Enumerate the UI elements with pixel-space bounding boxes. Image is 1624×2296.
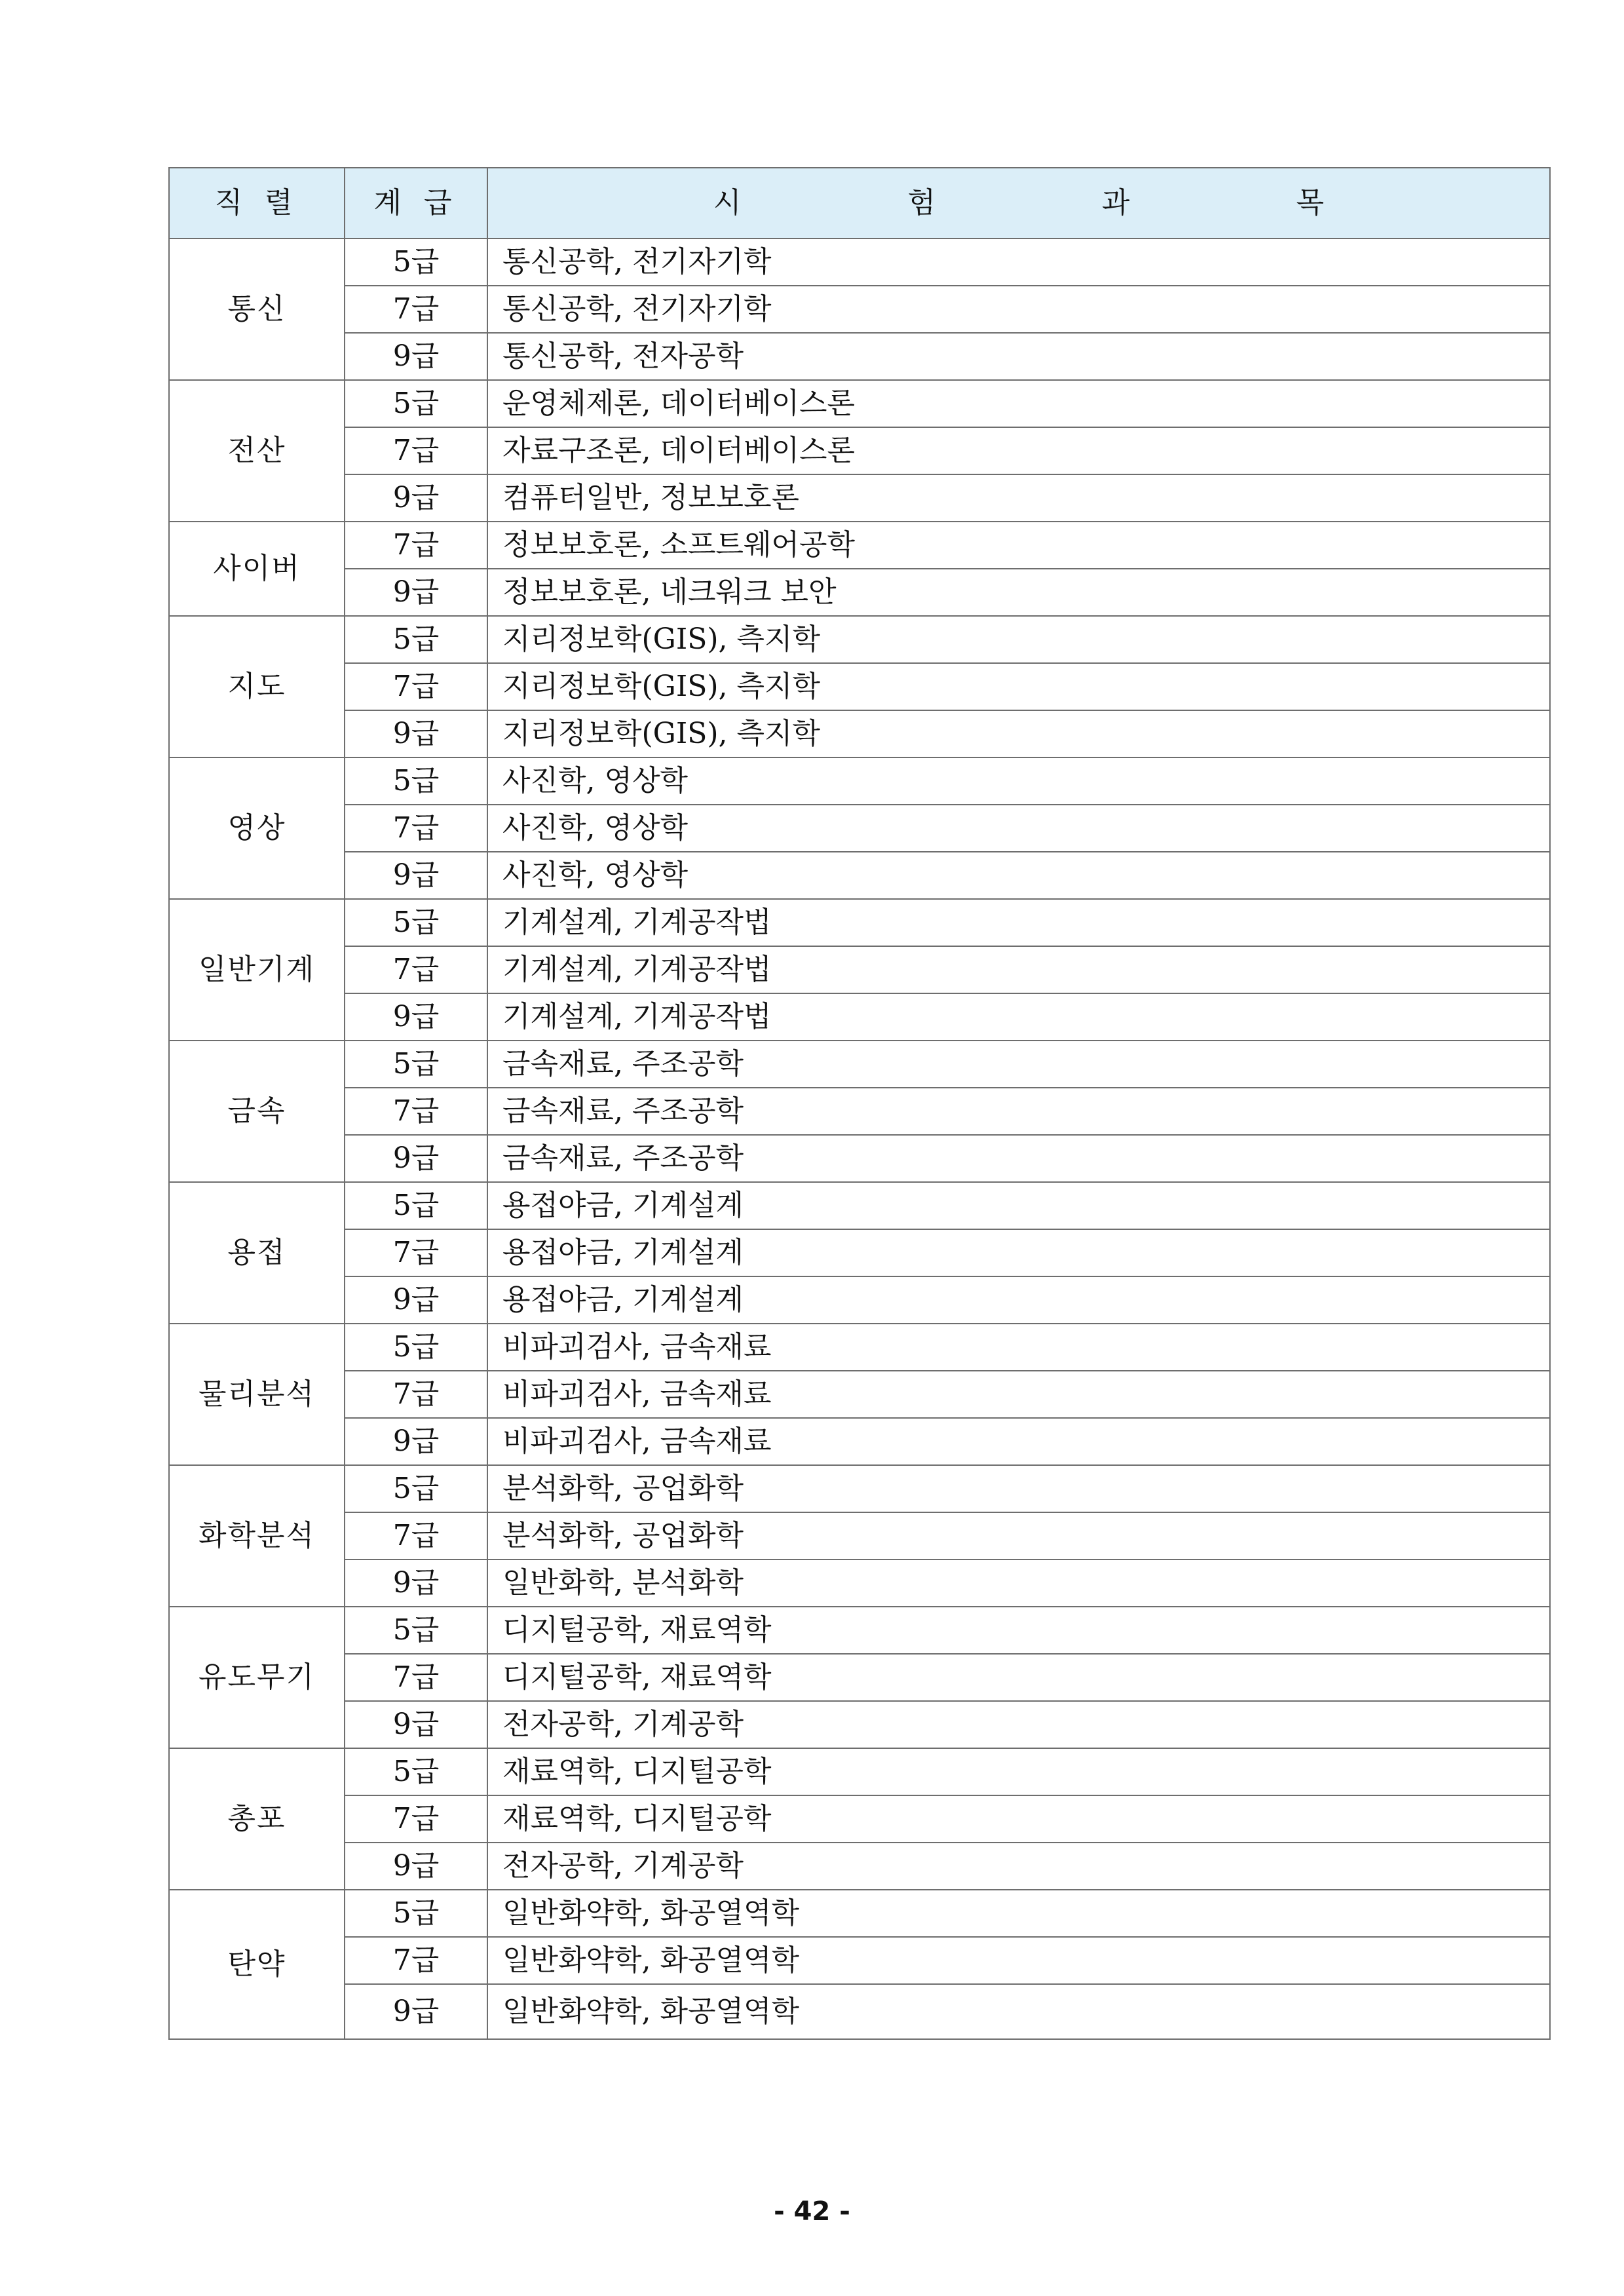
- table-header-row: [169, 168, 1550, 239]
- field-cell: 유도무기: [169, 1607, 345, 1748]
- grade-cell: 7급: [345, 427, 487, 474]
- grade-cell: 5급: [345, 239, 487, 286]
- table-row: [169, 946, 1550, 993]
- subject-cell: 비파괴검사, 금속재료: [487, 1418, 1550, 1465]
- subject-cell: 디지털공학, 재료역학: [487, 1607, 1550, 1654]
- field-cell: 통신: [169, 239, 345, 380]
- subject-cell: 통신공학, 전기자기학: [487, 286, 1550, 333]
- grade-cell: 7급: [345, 1654, 487, 1701]
- field-cell: 지도: [169, 616, 345, 757]
- table-row: [169, 1088, 1550, 1135]
- table-row: [169, 899, 1550, 946]
- grade-cell: 5급: [345, 1182, 487, 1229]
- table-row: [169, 1465, 1550, 1512]
- subject-cell: 비파괴검사, 금속재료: [487, 1371, 1550, 1418]
- subject-cell: 일반화약학, 화공열역학: [487, 1984, 1550, 2039]
- grade-cell: 5급: [345, 1890, 487, 1937]
- subject-cell: 사진학, 영상학: [487, 805, 1550, 852]
- subject-cell: 자료구조론, 데이터베이스론: [487, 427, 1550, 474]
- grade-cell: 9급: [345, 1135, 487, 1182]
- grade-cell: 7급: [345, 286, 487, 333]
- grade-cell: 7급: [345, 663, 487, 710]
- subject-cell: 기계설계, 기계공작법: [487, 993, 1550, 1041]
- subject-cell: 지리정보학(GIS), 측지학: [487, 663, 1550, 710]
- table-row: [169, 1229, 1550, 1276]
- field-cell: 일반기계: [169, 899, 345, 1041]
- table-row: [169, 286, 1550, 333]
- table-row: [169, 1041, 1550, 1088]
- grade-cell: 9급: [345, 1418, 487, 1465]
- subject-cell: 전자공학, 기계공학: [487, 1843, 1550, 1890]
- table-row: [169, 569, 1550, 616]
- table-body: [169, 239, 1550, 2039]
- page-number: - 42 -: [774, 2196, 850, 2227]
- table-row: [169, 1607, 1550, 1654]
- grade-cell: 5급: [345, 1607, 487, 1654]
- table-row: [169, 1371, 1550, 1418]
- field-cell: 용접: [169, 1182, 345, 1324]
- table-row: [169, 1276, 1550, 1324]
- subject-cell: 금속재료, 주조공학: [487, 1088, 1550, 1135]
- table-row: [169, 805, 1550, 852]
- table-row: [169, 427, 1550, 474]
- subject-cell: 일반화학, 분석화학: [487, 1559, 1550, 1607]
- grade-cell: 5급: [345, 616, 487, 663]
- table-row: [169, 1795, 1550, 1843]
- subject-cell: 통신공학, 전기자기학: [487, 239, 1550, 286]
- header-grade: 계 급: [345, 168, 487, 239]
- subject-cell: 기계설계, 기계공작법: [487, 899, 1550, 946]
- grade-cell: 7급: [345, 1512, 487, 1559]
- table-row: [169, 1324, 1550, 1371]
- grade-cell: 7급: [345, 946, 487, 993]
- grade-cell: 9급: [345, 333, 487, 380]
- table-row: [169, 1748, 1550, 1795]
- grade-cell: 5급: [345, 1465, 487, 1512]
- field-cell: 화학분석: [169, 1465, 345, 1607]
- grade-cell: 7급: [345, 1229, 487, 1276]
- table-row: [169, 852, 1550, 899]
- table-row: [169, 1654, 1550, 1701]
- grade-cell: 7급: [345, 522, 487, 569]
- field-cell: 금속: [169, 1041, 345, 1182]
- grade-cell: 5급: [345, 899, 487, 946]
- grade-cell: 9급: [345, 569, 487, 616]
- subject-cell: 금속재료, 주조공학: [487, 1041, 1550, 1088]
- subject-cell: 지리정보학(GIS), 측지학: [487, 710, 1550, 757]
- grade-cell: 9급: [345, 710, 487, 757]
- grade-cell: 7급: [345, 1795, 487, 1843]
- subject-cell: 분석화학, 공업화학: [487, 1465, 1550, 1512]
- table-row: [169, 1418, 1550, 1465]
- subject-cell: 용접야금, 기계설계: [487, 1276, 1550, 1324]
- table-row: [169, 1512, 1550, 1559]
- grade-cell: 9급: [345, 474, 487, 522]
- grade-cell: 5급: [345, 1748, 487, 1795]
- field-cell: 전산: [169, 380, 345, 522]
- table-row: [169, 522, 1550, 569]
- grade-cell: 7급: [345, 805, 487, 852]
- grade-cell: 7급: [345, 1371, 487, 1418]
- subject-cell: 재료역학, 디지털공학: [487, 1748, 1550, 1795]
- subject-cell: 일반화약학, 화공열역학: [487, 1890, 1550, 1937]
- subject-cell: 통신공학, 전자공학: [487, 333, 1550, 380]
- subject-cell: 운영체제론, 데이터베이스론: [487, 380, 1550, 427]
- table-row: [169, 1984, 1550, 2039]
- subject-cell: 정보보호론, 네크워크 보안: [487, 569, 1550, 616]
- subject-cell: 재료역학, 디지털공학: [487, 1795, 1550, 1843]
- grade-cell: 9급: [345, 1701, 487, 1748]
- subject-cell: 금속재료, 주조공학: [487, 1135, 1550, 1182]
- subject-cell: 비파괴검사, 금속재료: [487, 1324, 1550, 1371]
- subject-cell: 컴퓨터일반, 정보보호론: [487, 474, 1550, 522]
- subject-cell: 일반화약학, 화공열역학: [487, 1937, 1550, 1984]
- grade-cell: 9급: [345, 1276, 487, 1324]
- table-row: [169, 1559, 1550, 1607]
- subject-cell: 기계설계, 기계공작법: [487, 946, 1550, 993]
- field-cell: 사이버: [169, 522, 345, 616]
- grade-cell: 9급: [345, 1559, 487, 1607]
- table-row: [169, 1701, 1550, 1748]
- subject-cell: 용접야금, 기계설계: [487, 1229, 1550, 1276]
- grade-cell: 9급: [345, 1984, 487, 2039]
- table-row: [169, 239, 1550, 286]
- grade-cell: 5급: [345, 380, 487, 427]
- header-field: 직 렬: [169, 168, 345, 239]
- grade-cell: 9급: [345, 993, 487, 1041]
- grade-cell: 9급: [345, 852, 487, 899]
- field-cell: 물리분석: [169, 1324, 345, 1465]
- table-row: [169, 616, 1550, 663]
- table-row: [169, 757, 1550, 805]
- subject-cell: 디지털공학, 재료역학: [487, 1654, 1550, 1701]
- table-row: [169, 1135, 1550, 1182]
- table-row: [169, 663, 1550, 710]
- grade-cell: 5급: [345, 1324, 487, 1371]
- exam-subjects-table: [168, 167, 1551, 2040]
- grade-cell: 5급: [345, 757, 487, 805]
- table-row: [169, 710, 1550, 757]
- table-row: [169, 1182, 1550, 1229]
- grade-cell: 9급: [345, 1843, 487, 1890]
- field-cell: 탄약: [169, 1890, 345, 2039]
- table-row: [169, 474, 1550, 522]
- field-cell: 영상: [169, 757, 345, 899]
- table-row: [169, 1890, 1550, 1937]
- table-row: [169, 380, 1550, 427]
- field-cell: 총포: [169, 1748, 345, 1890]
- grade-cell: 7급: [345, 1088, 487, 1135]
- subject-cell: 용접야금, 기계설계: [487, 1182, 1550, 1229]
- grade-cell: 5급: [345, 1041, 487, 1088]
- subject-cell: 전자공학, 기계공학: [487, 1701, 1550, 1748]
- header-subjects: 시 험 과 목: [487, 168, 1550, 239]
- table-row: [169, 1843, 1550, 1890]
- subject-cell: 정보보호론, 소프트웨어공학: [487, 522, 1550, 569]
- grade-cell: 7급: [345, 1937, 487, 1984]
- subject-cell: 사진학, 영상학: [487, 852, 1550, 899]
- table-row: [169, 1937, 1550, 1984]
- table-row: [169, 333, 1550, 380]
- subject-cell: 지리정보학(GIS), 측지학: [487, 616, 1550, 663]
- table-row: [169, 993, 1550, 1041]
- subject-cell: 분석화학, 공업화학: [487, 1512, 1550, 1559]
- subject-cell: 사진학, 영상학: [487, 757, 1550, 805]
